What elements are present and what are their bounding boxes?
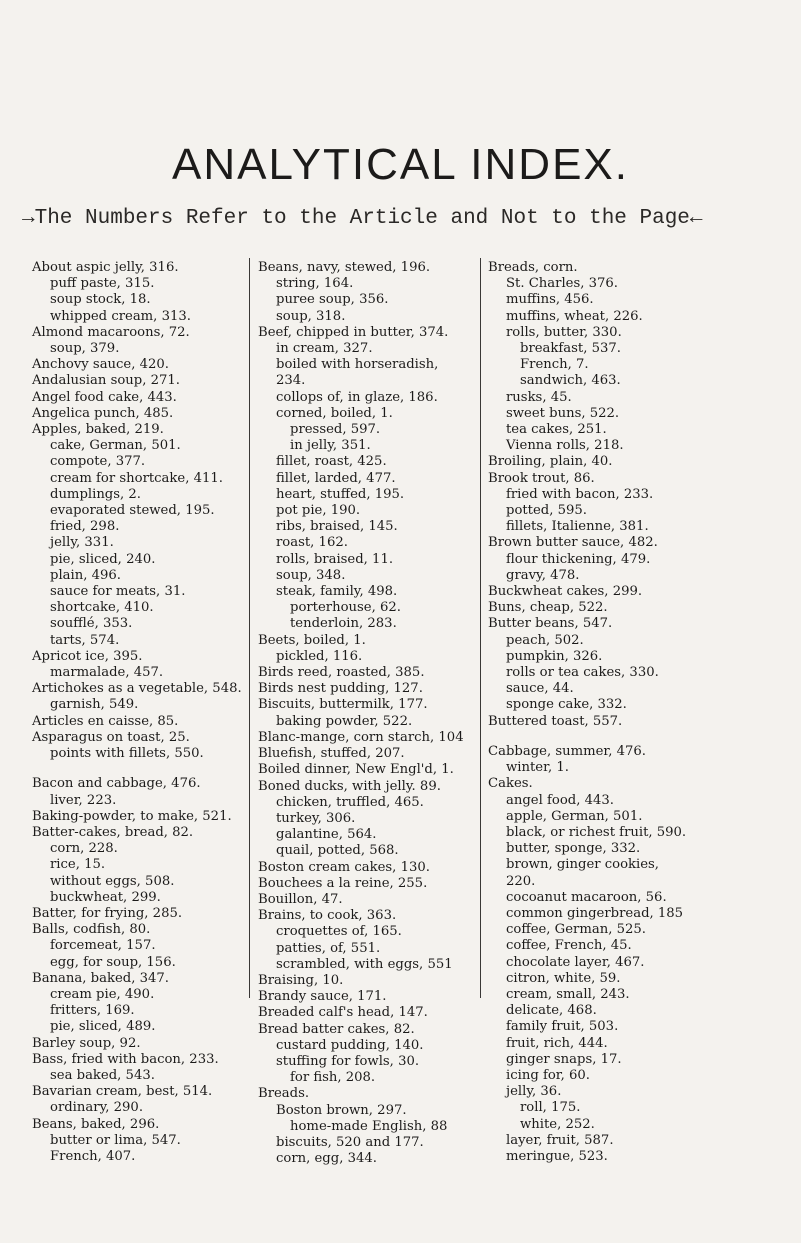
index-entry: fillets, Italienne, 381.	[506, 519, 649, 535]
index-entry: fried with bacon, 233.	[506, 486, 654, 502]
index-entry: muffins, wheat, 226.	[506, 308, 643, 324]
index-entry: fruit, rich, 444.	[506, 1035, 608, 1051]
index-entry: Artichokes as a vegetable, 548.	[32, 681, 242, 697]
index-entry: heart, stuffed, 195.	[276, 486, 405, 502]
index-entry: rolls, braised, 11.	[276, 551, 394, 567]
index-entry: Andalusian soup, 271.	[32, 373, 180, 389]
index-entry: layer, fruit, 587.	[506, 1132, 614, 1148]
index-entry: tenderloin, 283.	[290, 616, 397, 632]
index-entry: sandwich, 463.	[520, 373, 621, 389]
index-entry: Cakes.	[488, 776, 533, 792]
index-entry: common gingerbread, 185	[506, 905, 684, 921]
index-entry: citron, white, 59.	[506, 970, 621, 986]
index-entry: winter, 1.	[506, 760, 569, 776]
index-entry: sea baked, 543.	[50, 1067, 155, 1083]
index-entry: fried, 298.	[50, 519, 120, 535]
index-entry: peach, 502.	[506, 632, 584, 648]
index-column-3	[488, 260, 723, 1165]
index-entry: roll, 175.	[520, 1100, 581, 1116]
index-entry: in jelly, 351.	[290, 438, 371, 454]
index-entry: pot pie, 190.	[276, 503, 361, 519]
index-entry: tea cakes, 251.	[506, 422, 607, 438]
index-entry: rolls or tea cakes, 330.	[506, 665, 659, 681]
index-entry: fillet, roast, 425.	[276, 454, 387, 470]
index-entry: butter or lima, 547.	[50, 1132, 181, 1148]
index-entry: stuffing for fowls, 30.	[276, 1053, 420, 1069]
index-entry: scrambled, with eggs, 551	[276, 956, 453, 972]
index-entry: Asparagus on toast, 25.	[32, 729, 190, 745]
index-entry: Birds reed, roasted, 385.	[258, 665, 425, 681]
index-entry: Bacon and cabbage, 476.	[32, 776, 201, 792]
index-entry: Batter, for frying, 285.	[32, 905, 183, 921]
index-column-1	[32, 260, 267, 1165]
index-entry: pie, sliced, 489.	[50, 1019, 156, 1035]
index-entry: baking powder, 522.	[276, 713, 413, 729]
index-entry: rolls, butter, 330.	[506, 324, 622, 340]
index-entry: ordinary, 290.	[50, 1100, 144, 1116]
index-entry: Balls, codfish, 80.	[32, 922, 151, 938]
index-entry: gravy, 478.	[506, 567, 580, 583]
index-entry: Bread batter cakes, 82.	[258, 1021, 415, 1037]
index-entry: ribs, braised, 145.	[276, 519, 398, 535]
index-entry: corn, 228.	[50, 841, 118, 857]
index-entry: pie, sliced, 240.	[50, 551, 156, 567]
index-entry: French, 7.	[520, 357, 589, 373]
index-entry: home-made English, 88	[290, 1118, 448, 1134]
index-entry: jelly, 331.	[50, 535, 114, 551]
index-entry: biscuits, 520 and 177.	[276, 1134, 424, 1150]
index-entry: roast, 162.	[276, 535, 348, 551]
index-entry: garnish, 549.	[50, 697, 139, 713]
index-entry: quail, potted, 568.	[276, 843, 399, 859]
index-entry: Biscuits, buttermilk, 177.	[258, 697, 428, 713]
index-entry: sponge cake, 332.	[506, 697, 627, 713]
index-entry: rusks, 45.	[506, 389, 572, 405]
index-entry: potted, 595.	[506, 503, 587, 519]
index-entry: Bass, fried with bacon, 233.	[32, 1051, 219, 1067]
index-entry: Boston brown, 297.	[276, 1102, 407, 1118]
index-entry: ginger snaps, 17.	[506, 1051, 622, 1067]
index-entry: in cream, 327.	[276, 341, 373, 357]
index-entry: Braising, 10.	[258, 972, 344, 988]
index-entry: Apricot ice, 395.	[32, 648, 143, 664]
index-entry: whipped cream, 313.	[50, 308, 191, 324]
index-entry: pressed, 597.	[290, 422, 381, 438]
index-entry: tarts, 574.	[50, 632, 120, 648]
index-entry: puff paste, 315.	[50, 276, 155, 292]
page-subtitle: →The Numbers Refer to the Article and Not to the Page←	[22, 207, 703, 230]
index-entry: Anchovy sauce, 420.	[32, 357, 169, 373]
index-entry: Boiled dinner, New Engl'd, 1.	[258, 762, 454, 778]
index-entry: pumpkin, 326.	[506, 648, 603, 664]
index-entry: forcemeat, 157.	[50, 938, 156, 954]
index-entry: steak, family, 498.	[276, 584, 398, 600]
index-entry: porterhouse, 62.	[290, 600, 401, 616]
index-entry: points with fillets, 550.	[50, 746, 204, 762]
index-entry: Angelica punch, 485.	[32, 405, 174, 421]
index-entry: Birds nest pudding, 127.	[258, 681, 423, 697]
index-entry: delicate, 468.	[506, 1003, 597, 1019]
index-entry: Angel food cake, 443.	[32, 389, 177, 405]
index-entry: soup, 379.	[50, 341, 120, 357]
index-entry: black, or richest fruit, 590.	[506, 824, 687, 840]
index-entry: meringue, 523.	[506, 1148, 608, 1164]
index-entry: brown, ginger cookies,	[506, 857, 659, 873]
index-entry: Blanc-mange, corn starch, 104	[258, 729, 464, 745]
index-entry: turkey, 306.	[276, 810, 356, 826]
index-entry: Breaded calf's head, 147.	[258, 1005, 428, 1021]
index-entry: Beef, chipped in butter, 374.	[258, 324, 449, 340]
index-entry: cake, German, 501.	[50, 438, 181, 454]
index-entry: Brains, to cook, 363.	[258, 908, 397, 924]
index-entry: puree soup, 356.	[276, 292, 389, 308]
index-entry: apple, German, 501.	[506, 808, 643, 824]
index-entry: breakfast, 537.	[520, 341, 621, 357]
index-entry: Buns, cheap, 522.	[488, 600, 608, 616]
index-entry: Broiling, plain, 40.	[488, 454, 613, 470]
index-column-2	[258, 260, 493, 1167]
index-entry: Breads, corn.	[488, 260, 578, 275]
index-entry: Bouchees a la reine, 255.	[258, 875, 428, 891]
index-entry: patties, of, 551.	[276, 940, 381, 956]
index-entry: Cabbage, summer, 476.	[488, 743, 647, 759]
index-entry: Beans, baked, 296.	[32, 1116, 160, 1132]
page-title: ANALYTICAL INDEX.	[171, 140, 629, 189]
index-entry: sweet buns, 522.	[506, 405, 620, 421]
index-entry: Banana, baked, 347.	[32, 970, 169, 986]
index-entry: corn, egg, 344.	[276, 1151, 377, 1167]
index-entry: custard pudding, 140.	[276, 1037, 424, 1053]
index-entry: liver, 223.	[50, 792, 117, 808]
index-entry: Bluefish, stuffed, 207.	[258, 746, 405, 762]
index-entry: evaporated stewed, 195.	[50, 503, 215, 519]
index-entry: jelly, 36.	[506, 1084, 562, 1100]
index-entry: soufflé, 353.	[50, 616, 133, 632]
index-entry: Brown butter sauce, 482.	[488, 535, 658, 551]
index-entry: Boned ducks, with jelly. 89.	[258, 778, 441, 794]
index-entry: Brook trout, 86.	[488, 470, 595, 486]
index-entry: boiled with horseradish,	[276, 357, 439, 373]
index-entry: cream pie, 490.	[50, 986, 155, 1002]
index-entry: Articles en caisse, 85.	[32, 713, 179, 729]
index-entry: soup stock, 18.	[50, 292, 151, 308]
index-entry: fritters, 169.	[50, 1003, 135, 1019]
index-entry: compote, 377.	[50, 454, 146, 470]
index-entry: Bouillon, 47.	[258, 891, 343, 907]
index-entry: Baking-powder, to make, 521.	[32, 808, 232, 824]
column-divider	[249, 258, 250, 998]
index-entry: Butter beans, 547.	[488, 616, 613, 632]
index-entry: rice, 15.	[50, 857, 106, 873]
index-entry: soup, 348.	[276, 567, 346, 583]
index-entry: Beets, boiled, 1.	[258, 632, 366, 648]
index-entry: muffins, 456.	[506, 292, 594, 308]
index-entry: cocoanut macaroon, 56.	[506, 889, 667, 905]
index-entry: string, 164.	[276, 276, 354, 292]
index-entry: coffee, French, 45.	[506, 938, 632, 954]
index-entry: cream, small, 243.	[506, 986, 630, 1002]
index-entry: dumplings, 2.	[50, 486, 141, 502]
index-entry: white, 252.	[520, 1116, 595, 1132]
index-entry: family fruit, 503.	[506, 1019, 619, 1035]
index-entry: flour thickening, 479.	[506, 551, 651, 567]
index-entry: egg, for soup, 156.	[50, 954, 176, 970]
index-entry: fillet, larded, 477.	[276, 470, 396, 486]
index-entry: butter, sponge, 332.	[506, 841, 641, 857]
index-entry: sauce, 44.	[506, 681, 574, 697]
index-entry: Buttered toast, 557.	[488, 713, 623, 729]
index-entry: 220.	[506, 873, 536, 889]
index-entry: St. Charles, 376.	[506, 276, 619, 292]
index-entry: plain, 496.	[50, 567, 121, 583]
index-entry: for fish, 208.	[290, 1070, 376, 1086]
index-entry: Apples, baked, 219.	[32, 422, 164, 438]
index-entry: chicken, truffled, 465.	[276, 794, 424, 810]
index-entry: About aspic jelly, 316.	[32, 260, 179, 275]
index-entry: chocolate layer, 467.	[506, 954, 645, 970]
index-entry: buckwheat, 299.	[50, 889, 161, 905]
index-entry: corned, boiled, 1.	[276, 405, 393, 421]
index-entry: collops of, in glaze, 186.	[276, 389, 438, 405]
index-entry: shortcake, 410.	[50, 600, 154, 616]
index-entry: Boston cream cakes, 130.	[258, 859, 430, 875]
index-entry: coffee, German, 525.	[506, 922, 646, 938]
index-entry: pickled, 116.	[276, 648, 363, 664]
index-entry: French, 407.	[50, 1148, 136, 1164]
index-entry: Vienna rolls, 218.	[506, 438, 624, 454]
index-entry: 234.	[276, 373, 306, 389]
index-entry: Batter-cakes, bread, 82.	[32, 824, 194, 840]
index-entry: Breads.	[258, 1086, 310, 1102]
index-entry: croquettes of, 165.	[276, 924, 402, 940]
index-entry: angel food, 443.	[506, 792, 614, 808]
column-divider	[480, 258, 481, 998]
index-entry: Brandy sauce, 171.	[258, 989, 387, 1005]
index-entry: Barley soup, 92.	[32, 1035, 141, 1051]
index-entry: sauce for meats, 31.	[50, 584, 186, 600]
index-entry: Buckwheat cakes, 299.	[488, 584, 643, 600]
index-entry: marmalade, 457.	[50, 665, 164, 681]
index-entry: Almond macaroons, 72.	[32, 324, 190, 340]
index-entry: soup, 318.	[276, 308, 346, 324]
index-entry: galantine, 564.	[276, 827, 377, 843]
index-entry: Bavarian cream, best, 514.	[32, 1084, 213, 1100]
index-entry: without eggs, 508.	[50, 873, 175, 889]
index-entry: cream for shortcake, 411.	[50, 470, 223, 486]
index-entry: icing for, 60.	[506, 1067, 590, 1083]
index-entry: Beans, navy, stewed, 196.	[258, 260, 431, 275]
